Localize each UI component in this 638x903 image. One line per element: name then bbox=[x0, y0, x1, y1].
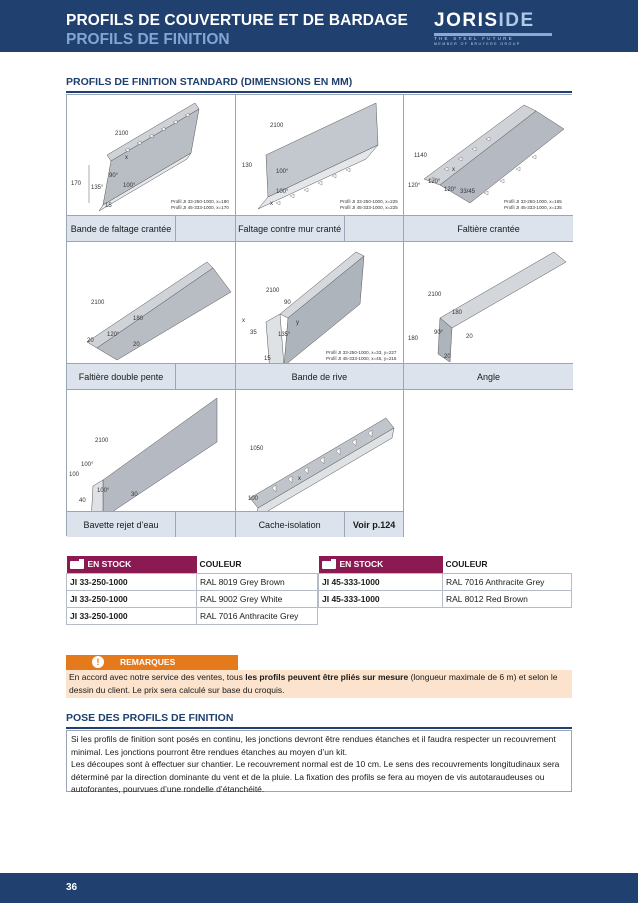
header-title: PROFILS DE COUVERTURE ET DE BARDAGE bbox=[66, 12, 408, 29]
color-header: COULEUR bbox=[197, 556, 318, 573]
stock-table-ji45 bbox=[318, 556, 572, 608]
table-row bbox=[319, 573, 572, 590]
dim-text: x bbox=[241, 318, 245, 325]
logo-wordmark: JORISIDE bbox=[434, 10, 535, 31]
note-text: Profil JI 45-333-1000, x=225 bbox=[339, 205, 398, 210]
section-title-pose: POSE DES PROFILS DE FINITION bbox=[66, 712, 234, 724]
pose-paragraph: Si les profils de finition sont posés en continu, les jonctions devront être rendues étanches et il faudra respecter un recouvrement minimal. Les jonctions pourront être rendues étanches au moyen d’un kit. bbox=[71, 734, 556, 757]
dim-text: 1050 bbox=[249, 445, 263, 452]
dim-text: 130 bbox=[241, 163, 252, 169]
truck-icon bbox=[70, 561, 84, 569]
see-page-link[interactable]: Voir p.124 bbox=[352, 519, 396, 530]
dim-text: 20 bbox=[133, 342, 140, 349]
color-header: COULEUR bbox=[443, 556, 572, 573]
note-text: Profil JI 45-333-1000, x=170 bbox=[171, 205, 229, 210]
dim-text: 1140 bbox=[414, 153, 428, 159]
truck-icon bbox=[322, 561, 336, 569]
section-rule bbox=[66, 91, 572, 93]
dim-text: 100° bbox=[275, 189, 289, 195]
profile-caption bbox=[67, 511, 235, 537]
profile-caption bbox=[67, 215, 235, 241]
stock-header: EN STOCK bbox=[319, 556, 443, 573]
dim-text: x bbox=[297, 475, 301, 482]
table-row bbox=[67, 573, 318, 590]
product-code: JI 45-333-1000 bbox=[319, 573, 443, 590]
product-color: RAL 8019 Grey Brown bbox=[197, 573, 318, 590]
logo-bar bbox=[434, 33, 552, 36]
note-text: Profil JI 33-250-1000, x=225 bbox=[339, 199, 398, 204]
dim-text: 180 bbox=[133, 316, 144, 323]
dim-text: x bbox=[452, 167, 456, 173]
profile-caption bbox=[404, 215, 573, 241]
dim-text: 15 bbox=[105, 203, 112, 209]
profiles-grid bbox=[66, 94, 572, 536]
dim-text: 120° bbox=[408, 183, 421, 189]
profile-cell-empty bbox=[404, 390, 573, 537]
dim-text: 90 bbox=[283, 300, 291, 307]
profile-cell-bande-de-rive bbox=[236, 242, 405, 389]
dim-text: 33/45 bbox=[460, 189, 476, 195]
dim-text: 100 bbox=[247, 495, 258, 502]
product-code: JI 33-250-1000 bbox=[67, 573, 197, 590]
note-text: Profil JI 45-333-1000, x=135 bbox=[504, 205, 563, 210]
stock-table-ji33 bbox=[66, 556, 318, 625]
profile-cell-bavette-rejet-deau bbox=[67, 390, 236, 537]
page-footer bbox=[0, 873, 638, 903]
profile-caption bbox=[236, 511, 404, 537]
dim-text: 170 bbox=[71, 181, 82, 187]
logo-tagline: THE STEEL FUTURE bbox=[434, 36, 514, 41]
dim-text: 135° bbox=[277, 332, 291, 339]
dim-text: 2100 bbox=[269, 123, 283, 129]
dim-text: 90° bbox=[109, 173, 119, 179]
pose-paragraph: Les découpes sont à effectuer sur chantier. Le recouvrement normal est de 10 cm. Le sens des recouvrements longitudinaux sera déterminé par la direction dominante du vent et de la pluie. La fixation des profils se fera au moyen de vis autotaraudeuses ou autoforantes, pourvues d’une rondelle d’étanchéité. bbox=[71, 759, 560, 795]
product-code: JI 33-250-1000 bbox=[67, 590, 197, 607]
product-color: RAL 9002 Grey White bbox=[197, 590, 318, 607]
profile-caption bbox=[236, 363, 404, 389]
profile-name: Faltage contre mur cranté bbox=[238, 224, 342, 235]
header-subtitle: PROFILS DE FINITION bbox=[66, 31, 230, 48]
stock-header: EN STOCK bbox=[67, 556, 197, 573]
dim-text: 100° bbox=[275, 169, 289, 175]
product-color: RAL 7016 Anthracite Grey bbox=[443, 573, 572, 590]
product-code: JI 45-333-1000 bbox=[319, 590, 443, 607]
dim-text: 180 bbox=[408, 336, 419, 343]
profile-cell-faltiere-double-pente bbox=[67, 242, 236, 389]
table-row bbox=[67, 607, 318, 624]
profile-cell-angle bbox=[404, 242, 573, 389]
profile-name: Faltière crantée bbox=[457, 224, 520, 235]
logo-subtag: MEMBER OF BRUYERE GROUP bbox=[434, 42, 521, 46]
page-number: 36 bbox=[66, 882, 78, 893]
dim-text: 90° bbox=[434, 330, 444, 337]
product-code: JI 33-250-1000 bbox=[67, 607, 197, 624]
note-text: Profil JI 33-250-1000, x=165 bbox=[504, 199, 563, 204]
dim-text: 40 bbox=[79, 497, 86, 504]
dim-text: 180 bbox=[452, 310, 463, 317]
dim-text: 2100 bbox=[265, 288, 279, 295]
profile-name: Faltière double pente bbox=[78, 371, 164, 382]
dim-text: 120° bbox=[444, 187, 457, 193]
section-title-standard: PROFILS DE FINITION STANDARD (DIMENSIONS EN MM) bbox=[66, 76, 353, 88]
product-color: RAL 7016 Anthracite Grey bbox=[197, 607, 318, 624]
profile-caption bbox=[67, 363, 235, 389]
table-row bbox=[319, 590, 572, 607]
dim-text: 135° bbox=[91, 185, 104, 191]
profile-cell-faltiere-crantee bbox=[404, 95, 573, 242]
product-color: RAL 8012 Red Brown bbox=[443, 590, 572, 607]
profile-name: Bavette rejet d’eau bbox=[83, 519, 159, 530]
profile-name: Bande de faltage crantée bbox=[70, 224, 172, 235]
warning-icon: ! bbox=[92, 656, 104, 668]
dim-text: x bbox=[269, 201, 273, 207]
dim-text: 20 bbox=[444, 354, 451, 361]
remarks-title: REMARQUES bbox=[120, 657, 176, 667]
dim-text: 100° bbox=[81, 461, 94, 468]
profile-name: Bande de rive bbox=[291, 371, 348, 382]
dim-text: 30 bbox=[131, 491, 138, 498]
remarks-tab bbox=[66, 655, 238, 670]
profile-cell-cache-isolation bbox=[236, 390, 405, 537]
note-text: Profil JI 33-250-1000, x=33, y=227 bbox=[325, 350, 397, 356]
profile-name: Cache-isolation bbox=[258, 519, 321, 530]
dim-text: 2100 bbox=[95, 437, 109, 444]
dim-text: 2100 bbox=[428, 292, 442, 299]
dim-text: 100° bbox=[123, 183, 136, 189]
pose-text bbox=[66, 730, 572, 795]
section-rule bbox=[66, 727, 572, 729]
profile-cell-bande-de-faltage bbox=[67, 95, 236, 242]
dim-text: 2100 bbox=[115, 131, 129, 137]
table-row bbox=[67, 590, 318, 607]
dim-text: 35 bbox=[249, 330, 257, 337]
note-text: Profil JI 33-250-1000, x=180 bbox=[171, 199, 229, 204]
dim-text: 100° bbox=[97, 487, 110, 494]
dim-text: x bbox=[125, 155, 128, 161]
dim-text: 20 bbox=[466, 334, 473, 341]
note-text: Profil JI 45-333-1000, x=45, y=215 bbox=[325, 356, 397, 362]
profile-cell-faltage-contre-mur bbox=[236, 95, 405, 242]
dim-text: 15 bbox=[263, 356, 271, 363]
profile-caption bbox=[404, 363, 573, 389]
dim-text: 20 bbox=[87, 338, 94, 345]
profile-name: Angle bbox=[476, 371, 500, 382]
dim-text: 100 bbox=[69, 471, 80, 478]
jorisde-logo bbox=[434, 11, 554, 45]
remarks-text: En accord avec notre service des ventes, tous les profils peuvent être pliés sur mesure (longueur maximale de 6 m) et selon le dessin du client. Le prix sera calculé sur base du croquis. bbox=[66, 670, 572, 698]
profile-caption bbox=[236, 215, 404, 241]
page-header bbox=[0, 0, 638, 52]
dim-text: 2100 bbox=[91, 300, 105, 307]
dim-text: 120° bbox=[428, 179, 441, 185]
dim-text: y bbox=[295, 320, 299, 327]
dim-text: 120° bbox=[107, 332, 120, 339]
